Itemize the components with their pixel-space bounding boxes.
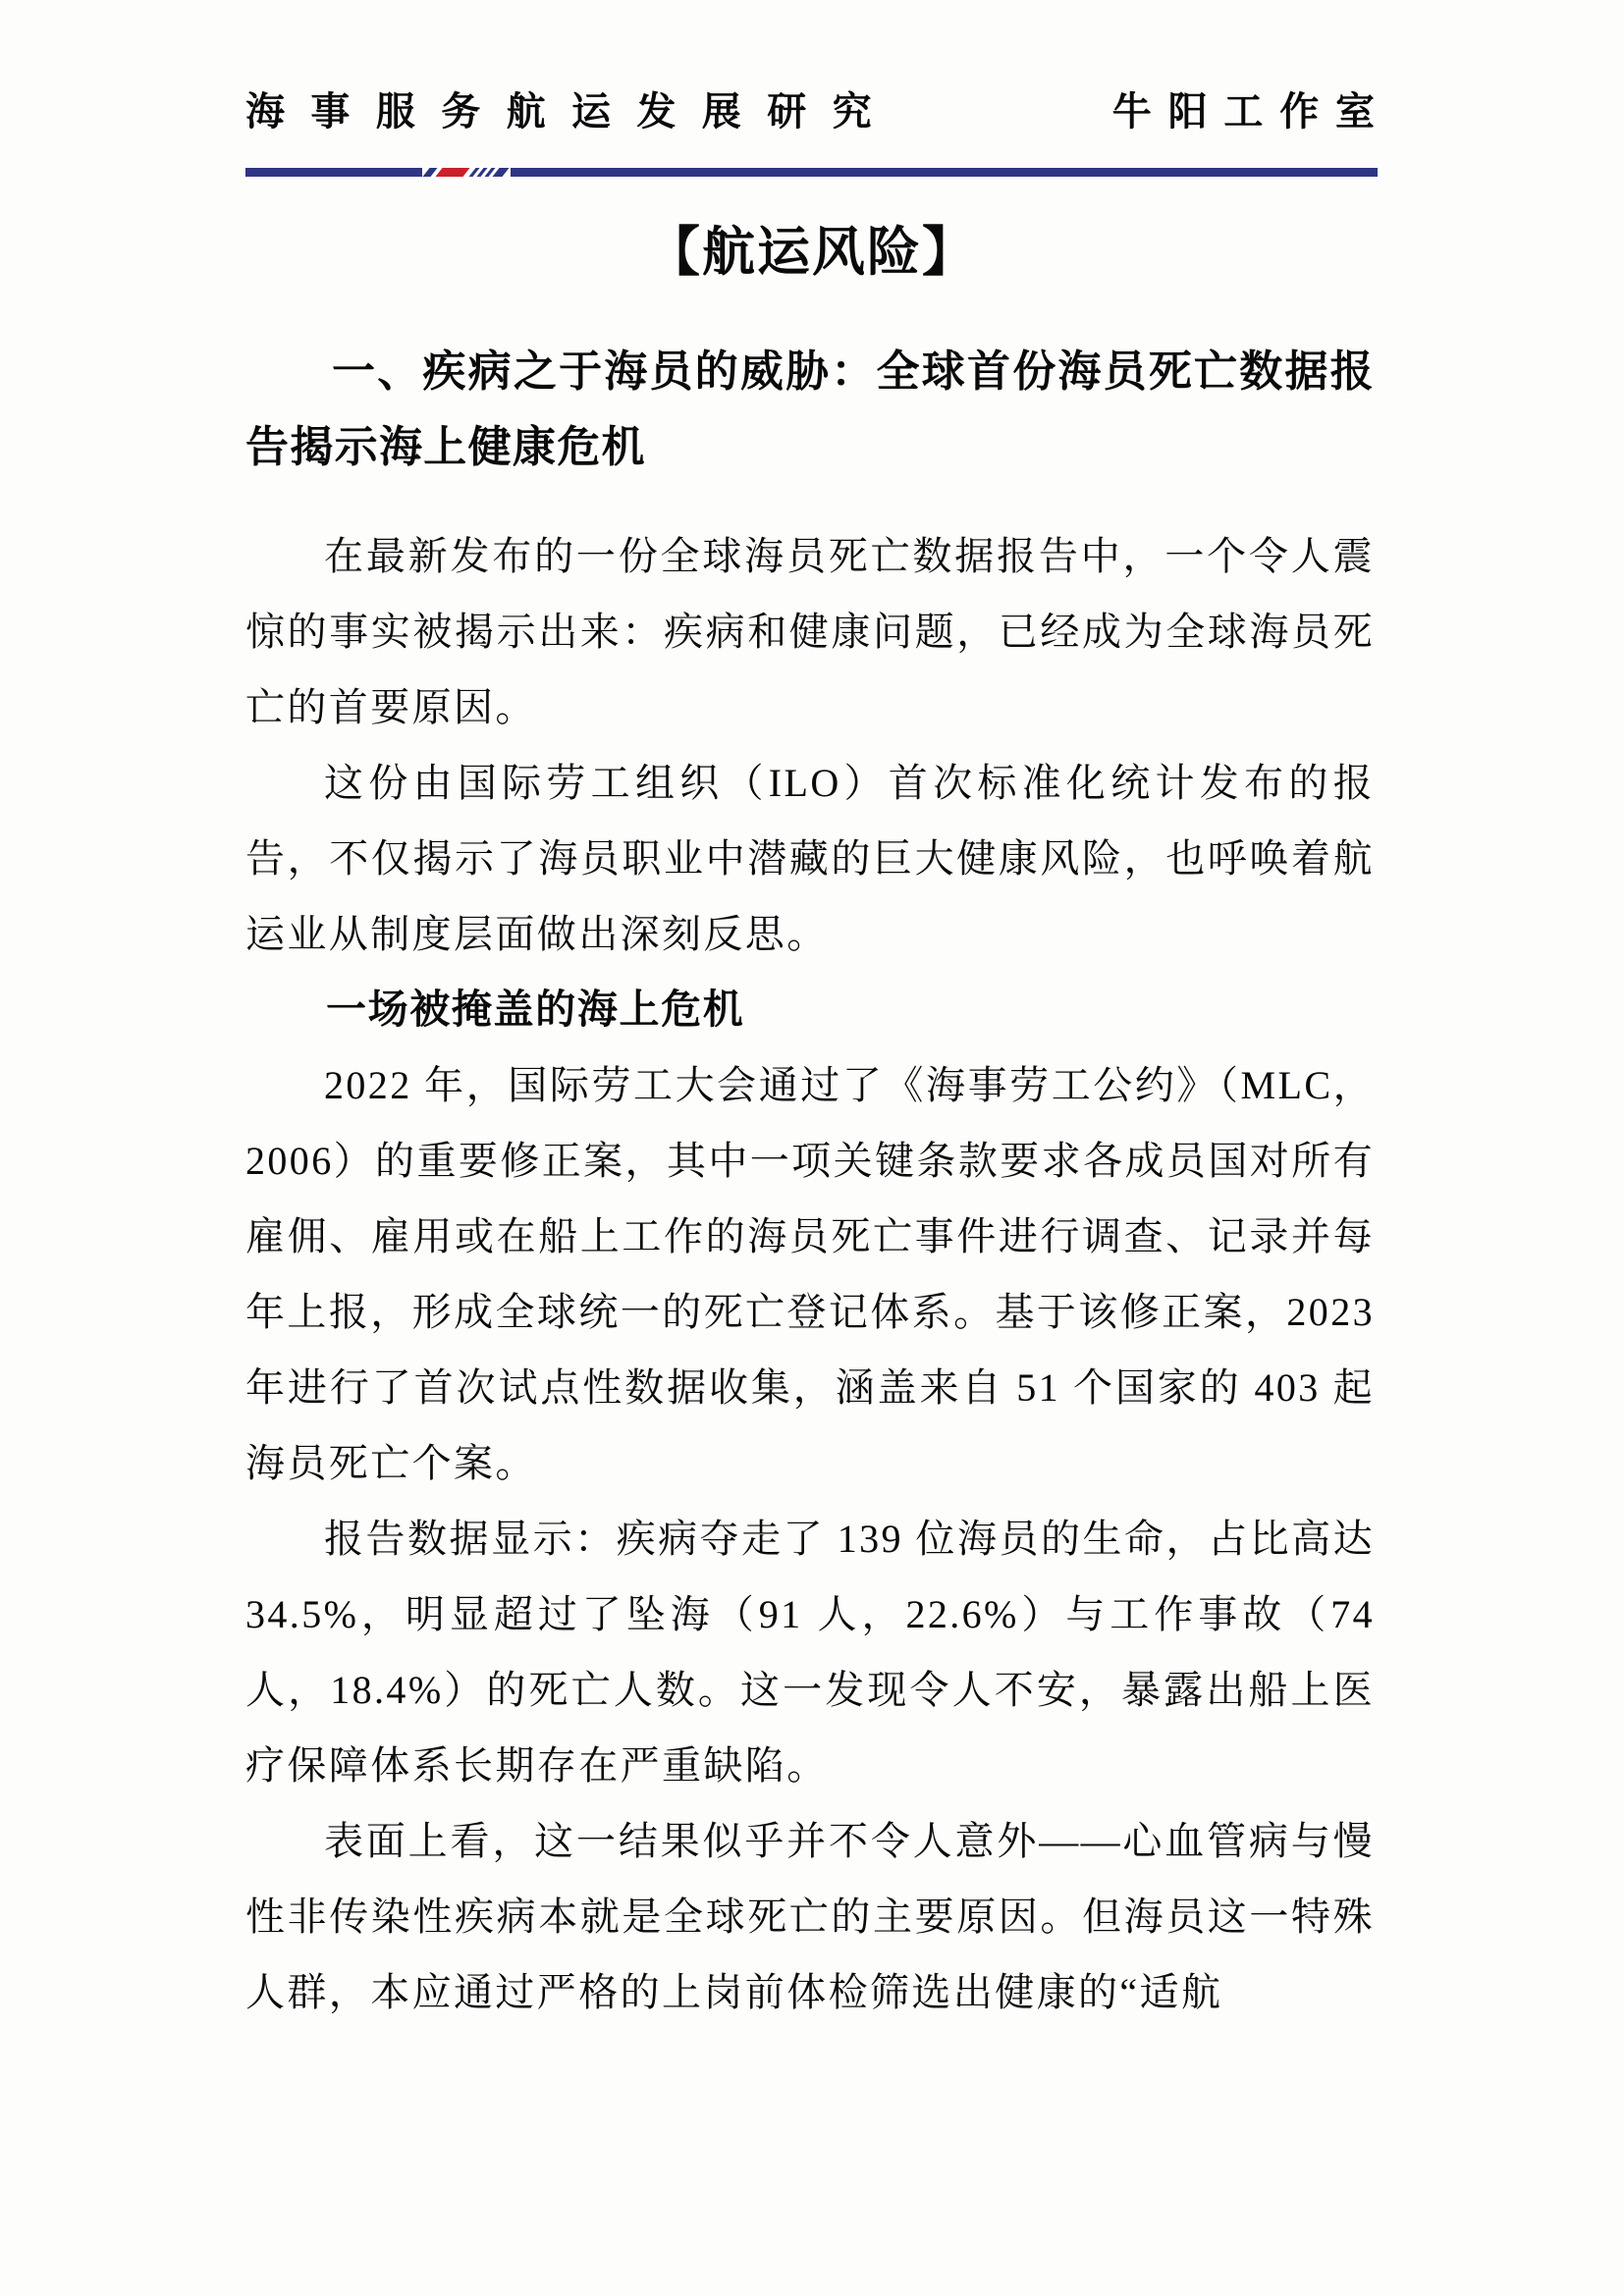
subheading: 一场被掩盖的海上危机 (326, 987, 745, 1032)
section-heading: 一、疾病之于海员的威胁：全球首份海员死亡数据报告揭示海上健康危机 (245, 347, 1375, 471)
paragraph: 这份由国际劳工组织（ILO）首次标准化统计发布的报告，不仅揭示了海员职业中潜藏的巨大健康风险，也呼唤着航运业从制度层面做出深刻反思。 (245, 761, 1375, 956)
divider-accent-stripes-icon (422, 168, 511, 177)
divider-red-parallelogram (435, 168, 469, 177)
divider-navy-tail (492, 168, 509, 177)
studio-name: 牛阳工作室 (1111, 90, 1391, 133)
document-header (0, 0, 1624, 135)
page-title: 【航运风险】 (647, 223, 977, 282)
paragraph: 2022 年，国际劳工大会通过了《海事劳工公约》（MLC，2006）的重要修正案，其中一项关键条款要求各成员国对所有雇佣、雇用或在船上工作的海员死亡事件进行调查、记录并每年上报，形成全球统一的死亡登记体系。基于该修正案，2023 年进行了首次试点性数据收集，涵盖来自 51 个国家的 403 起海员死亡个案。 (245, 1063, 1375, 1485)
paragraph: 在最新发布的一份全球海员死亡数据报告中，一个令人震惊的事实被揭示出来：疾病和健康问题，已经成为全球海员死亡的首要原因。 (245, 534, 1375, 729)
header-divider-bar (245, 168, 1378, 177)
paragraph: 表面上看，这一结果似乎并不令人意外——心血管病与慢性非传染性疾病本就是全球死亡的主要原因。但海员这一特殊人群，本应通过严格的上岗前体检筛选出健康的“适航 (245, 1819, 1375, 2014)
journal-title: 海事服务航运发展研究 (245, 90, 897, 133)
article-body (245, 334, 1375, 2030)
paragraph: 报告数据显示：疾病夺走了 139 位海员的生命，占比高达 34.5%，明显超过了坠海（91 人，22.6%）与工作事故（74 人，18.4%）的死亡人数。这一发现令人不安，暴露出船上医疗保障体系长期存在严重缺陷。 (245, 1517, 1375, 1788)
